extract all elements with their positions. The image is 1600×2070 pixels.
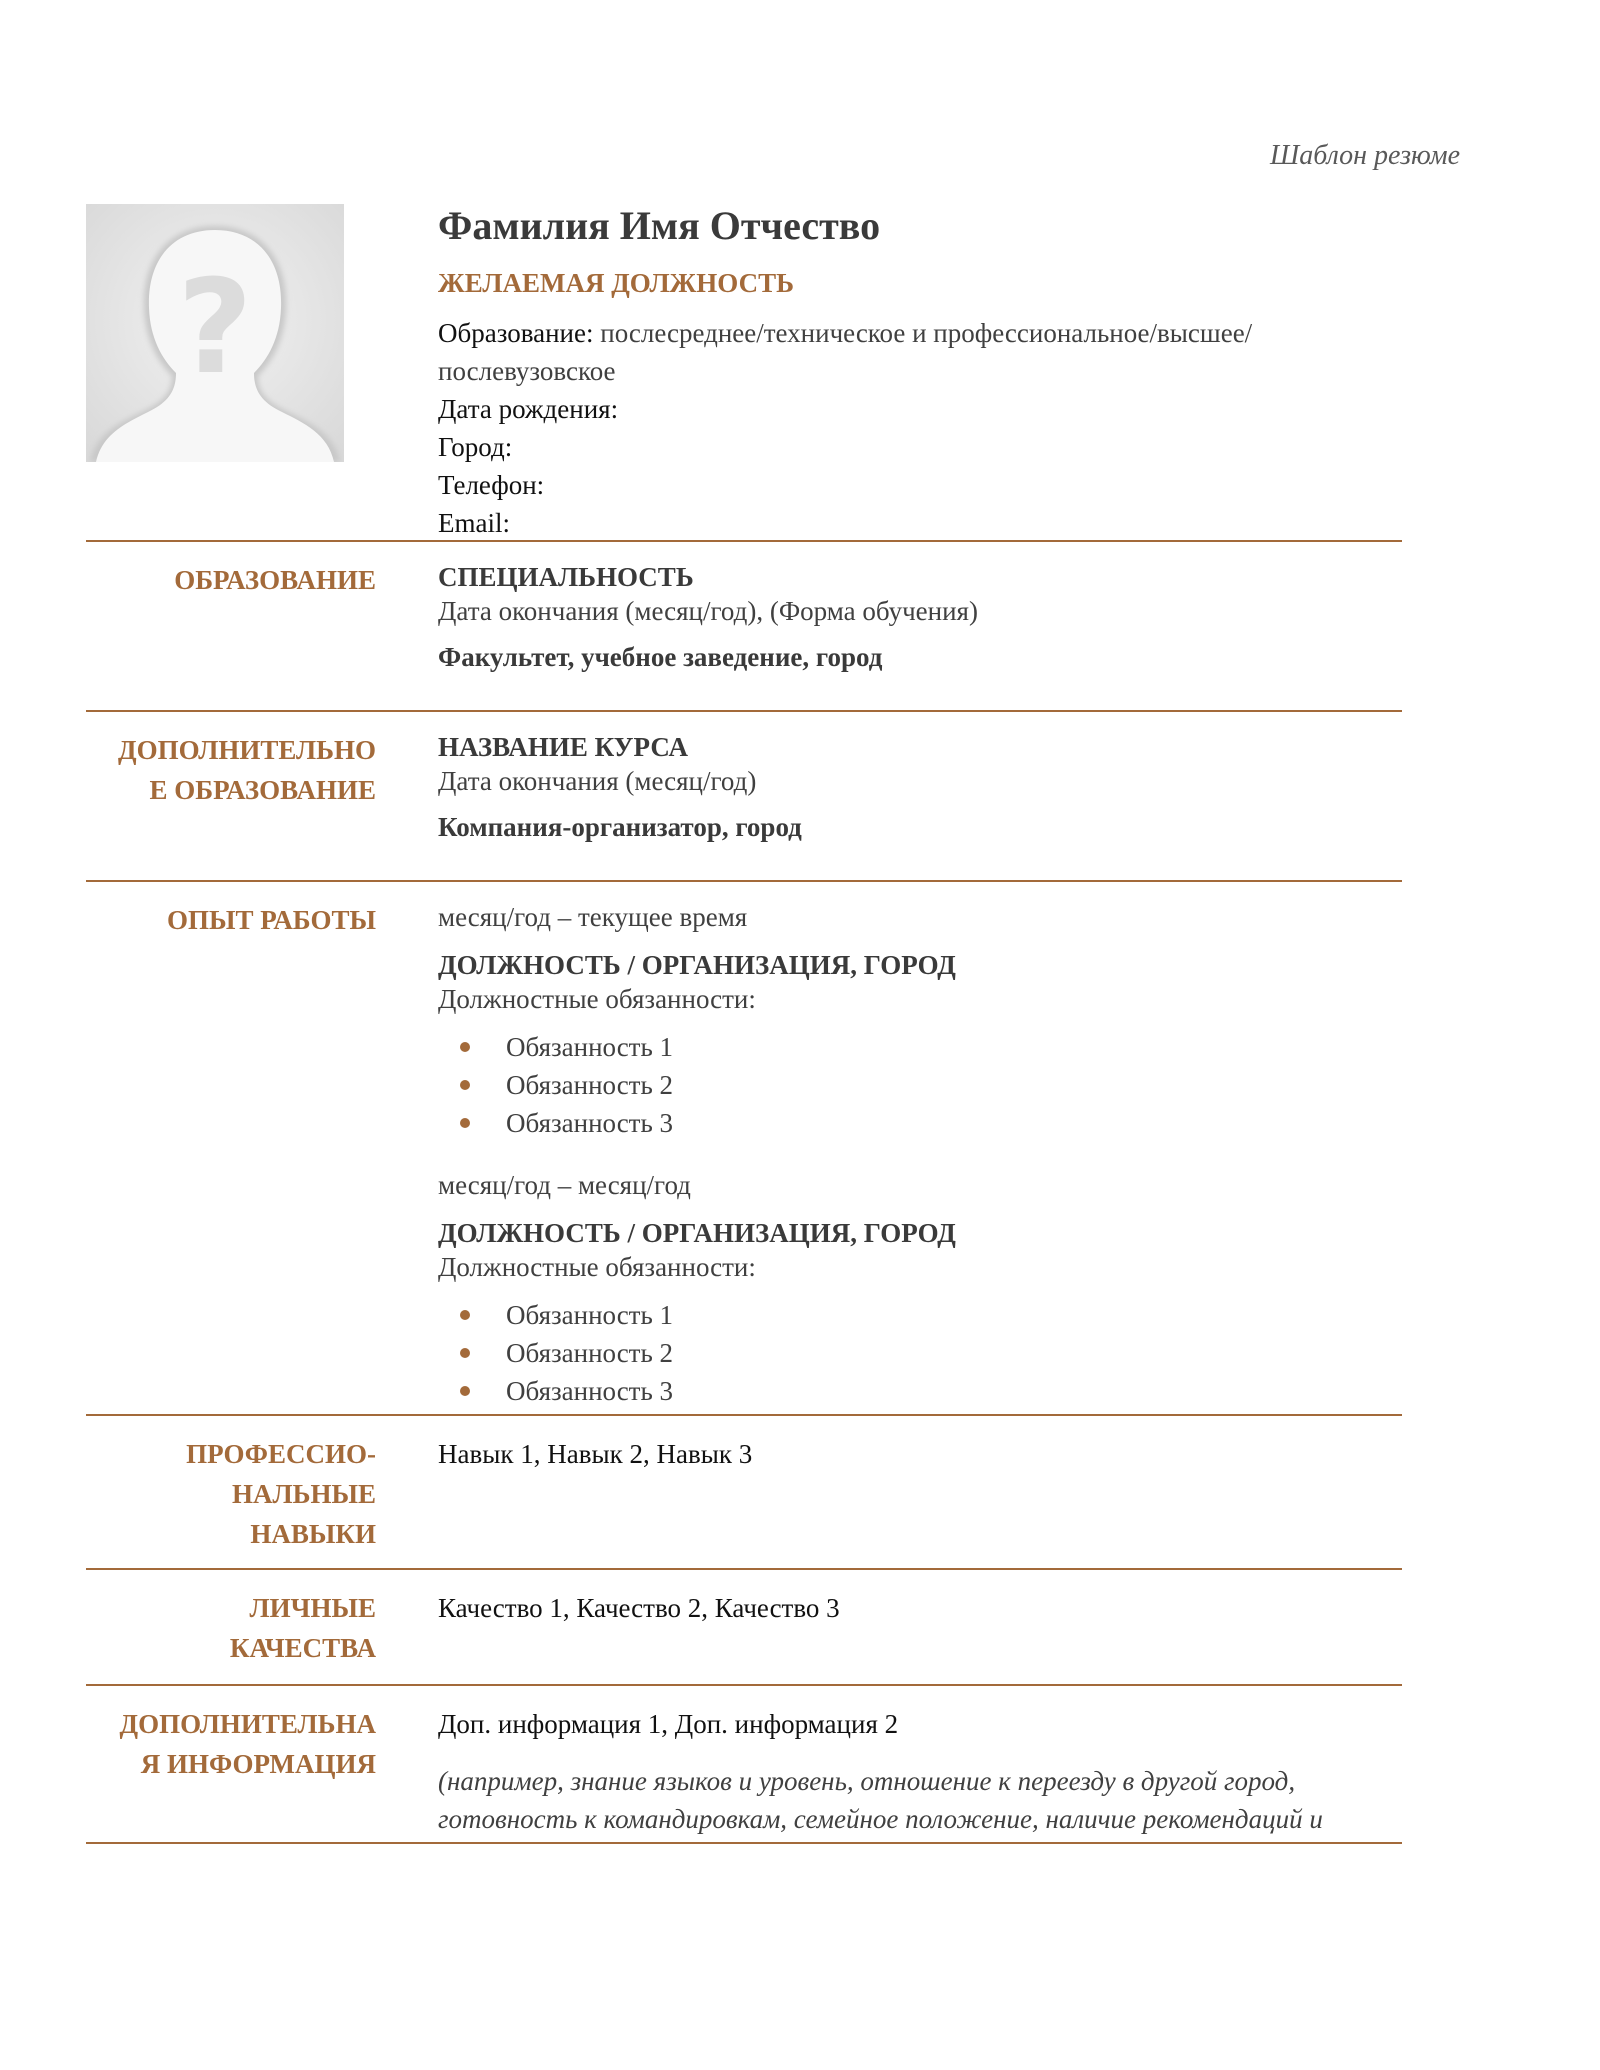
section-body [438, 900, 1402, 1414]
profile-block [86, 200, 1402, 540]
section-body [438, 730, 1402, 880]
duty-text: Обязанность 1 [506, 1032, 674, 1062]
course-name: НАЗВАНИЕ КУРСА [438, 732, 688, 762]
bullet-icon [460, 1310, 470, 1320]
course-date: Дата окончания (месяц/год) [438, 766, 757, 796]
duties-label: Должностные обязанности: [438, 1252, 756, 1282]
duty-text: Обязанность 3 [506, 1376, 674, 1406]
section-title: ОПЫТ РАБОТЫ [167, 905, 376, 935]
person-placeholder-question-icon [86, 204, 344, 462]
institution: Факультет, учебное заведение, город [438, 642, 883, 672]
list-item [438, 1334, 1402, 1372]
duty-text: Обязанность 2 [506, 1338, 674, 1368]
bullet-icon [460, 1080, 470, 1090]
job-entry [438, 1168, 1402, 1410]
contact-details [438, 314, 1398, 542]
additional-info-note: (например, знание языков и уровень, отношение к переезду в другой город, готовность к командировкам, семейное положение, наличие рекомендаций и [438, 1766, 1323, 1834]
section-qualities [86, 1568, 1402, 1684]
document-header: Шаблон резюме [1270, 140, 1460, 171]
section-education [86, 540, 1402, 710]
section-additional-info [86, 1684, 1402, 1844]
duties-label: Должностные обязанности: [438, 984, 756, 1014]
graduation-date: Дата окончания (месяц/год), (Форма обучения) [438, 596, 978, 626]
skills-list: Навык 1, Навык 2, Навык 3 [438, 1439, 753, 1469]
job-role: ДОЛЖНОСТЬ / ОРГАНИЗАЦИЯ, ГОРОД [438, 1218, 956, 1248]
duties-list [438, 1028, 1402, 1142]
additional-info-text: Доп. информация 1, Доп. информация 2 [438, 1709, 899, 1739]
job-entry [438, 900, 1402, 1142]
section-body [438, 560, 1402, 710]
section-experience [86, 880, 1402, 1414]
section-title: ДОПОЛНИТЕЛЬНО Е ОБРАЗОВАНИЕ [118, 735, 376, 805]
section-title: ОБРАЗОВАНИЕ [174, 565, 376, 595]
identity-block [438, 200, 1398, 542]
course-organizer: Компания-организатор, город [438, 812, 802, 842]
email-label: Email: [438, 508, 510, 538]
list-item [438, 1104, 1402, 1142]
list-item [438, 1372, 1402, 1410]
bullet-icon [460, 1118, 470, 1128]
job-period: месяц/год – месяц/год [438, 1170, 691, 1200]
bullet-icon [460, 1386, 470, 1396]
birth-date-label: Дата рождения: [438, 394, 619, 424]
section-skills [86, 1414, 1402, 1568]
qualities-list: Качество 1, Качество 2, Качество 3 [438, 1593, 840, 1623]
duties-list [438, 1296, 1402, 1410]
job-period: месяц/год – текущее время [438, 902, 748, 932]
bullet-icon [460, 1042, 470, 1052]
full-name: Фамилия Имя Отчество [438, 203, 881, 248]
job-role: ДОЛЖНОСТЬ / ОРГАНИЗАЦИЯ, ГОРОД [438, 950, 956, 980]
section-title: ЛИЧНЫЕ КАЧЕСТВА [229, 1593, 376, 1663]
list-item [438, 1028, 1402, 1066]
duty-text: Обязанность 3 [506, 1108, 674, 1138]
bullet-icon [460, 1348, 470, 1358]
section-body [438, 1434, 1402, 1568]
svg-text:?: ? [177, 251, 253, 403]
duty-text: Обязанность 1 [506, 1300, 674, 1330]
section-title: ДОПОЛНИТЕЛЬНА Я ИНФОРМАЦИЯ [119, 1709, 376, 1779]
resume-sheet [86, 200, 1402, 1844]
education-level-value: послесреднее/техническое и профессиональное/высшее/послевузовское [438, 318, 1253, 386]
duty-text: Обязанность 2 [506, 1070, 674, 1100]
section-body [438, 1588, 1402, 1684]
education-level [438, 314, 1398, 390]
phone-label: Телефон: [438, 470, 545, 500]
city-label: Город: [438, 432, 513, 462]
section-body [438, 1704, 1402, 1842]
section-additional-education [86, 710, 1402, 880]
list-item [438, 1066, 1402, 1104]
desired-position: ЖЕЛАЕМАЯ ДОЛЖНОСТЬ [438, 268, 794, 298]
specialty: СПЕЦИАЛЬНОСТЬ [438, 562, 694, 592]
education-level-label: Образование: [438, 318, 594, 348]
section-title: ПРОФЕССИО- НАЛЬНЫЕ НАВЫКИ [186, 1439, 376, 1549]
list-item [438, 1296, 1402, 1334]
